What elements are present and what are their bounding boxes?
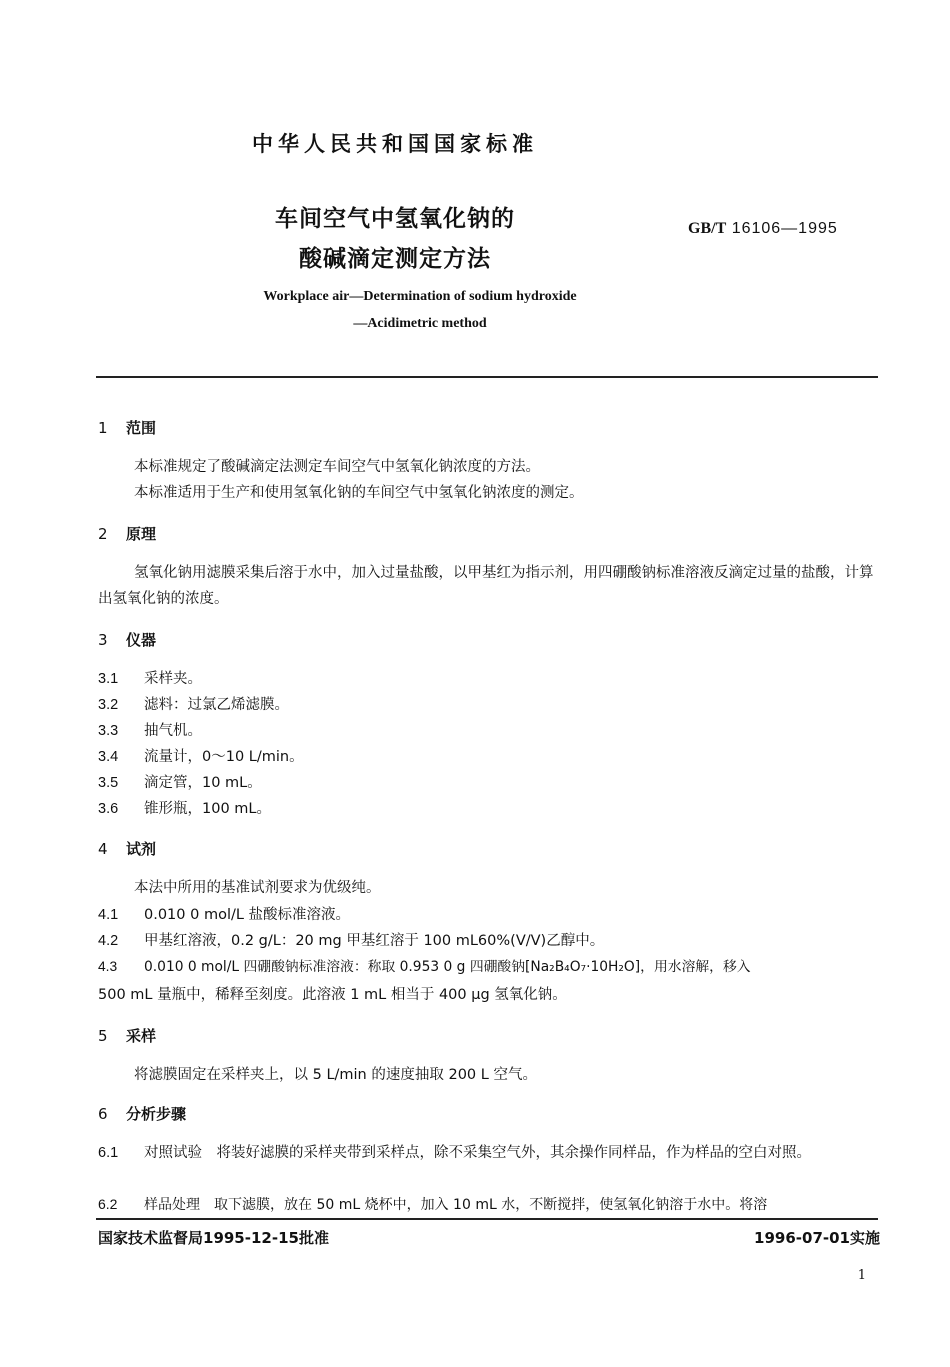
title-cn-line2: 酸碱滴定测定方法: [299, 246, 491, 272]
section-4-intro: 本法中所用的基准试剂要求为优级纯。: [134, 880, 381, 896]
section-title: 试剂: [126, 840, 157, 858]
section-1-heading: [98, 417, 156, 438]
item-number: 4.3: [98, 959, 118, 974]
section-number: 3: [98, 631, 108, 649]
item-text: 甲基红溶液，0.2 g/L：20 mg 甲基红溶于 100 mL60%(V/V)乙醇中。: [144, 933, 605, 949]
item-number: 3.3: [98, 723, 119, 739]
page-number: 1: [857, 1268, 866, 1283]
item-text: 采样夹。: [144, 671, 202, 687]
section-number: 2: [98, 525, 108, 543]
section-title: 分析步骤: [126, 1105, 187, 1123]
item-number: 3.6: [98, 801, 119, 817]
item-number: 3.1: [98, 671, 119, 687]
item-number: 4.2: [98, 933, 119, 949]
section-3-heading: [98, 629, 156, 650]
list-item: [98, 1140, 882, 1166]
section-4-heading: [98, 838, 156, 859]
section-1-para-1: 本标准规定了酸碱滴定法测定车间空气中氢氧化钠浓度的方法。: [134, 459, 540, 475]
list-item-continuation: 500 mL 量瓶中，稀释至刻度。此溶液 1 mL 相当于 400 μg 氢氧化钠。: [98, 987, 567, 1003]
section-number: 6: [98, 1105, 108, 1123]
item-text: 滴定管，10 mL。: [144, 775, 262, 791]
list-item: [98, 771, 262, 792]
list-item: [98, 719, 202, 740]
code-number: 16106—1995: [731, 220, 838, 237]
section-title: 范围: [126, 419, 157, 437]
title-en-line2: —Acidimetric method: [353, 316, 487, 331]
code-prefix: GB/T: [688, 220, 727, 237]
list-item: [98, 797, 271, 818]
item-text: 0.010 0 mol/L 四硼酸钠标准溶液：称取 0.953 0 g 四硼酸钠[Na₂B₄O₇·10H₂O]，用水溶解，移入: [144, 959, 751, 975]
item-number: 3.2: [98, 697, 119, 713]
section-number: 5: [98, 1027, 108, 1045]
item-number: 3.5: [98, 775, 119, 791]
item-number: 4.1: [98, 907, 119, 923]
section-number: 4: [98, 840, 108, 858]
item-number: 3.4: [98, 749, 119, 765]
section-5-heading: [98, 1025, 156, 1046]
list-item: [98, 667, 202, 688]
item-text: 滤料：过氯乙烯滤膜。: [144, 697, 289, 713]
list-item: [98, 693, 289, 714]
list-item: [98, 929, 604, 950]
item-text: 流量计，0～10 L/min。: [144, 749, 304, 765]
item-number: 6.2: [98, 1196, 118, 1212]
title-en-line1: Workplace air—Determination of sodium hydroxide: [263, 289, 577, 304]
section-title: 仪器: [126, 631, 157, 649]
title-cn-line1: 车间空气中氢氧化钠的: [275, 206, 515, 232]
section-6-heading: [98, 1103, 186, 1124]
section-number: 1: [98, 419, 108, 437]
section-2-heading: [98, 523, 156, 544]
footer-divider: [96, 1218, 878, 1220]
section-2-para: 氢氧化钠用滤膜采集后溶于水中，加入过量盐酸，以甲基红为指示剂，用四硼酸钠标准溶液反滴定过量的盐酸，计算出氢氧化钠的浓度。: [98, 565, 874, 607]
list-item: [98, 903, 350, 924]
item-text: 0.010 0 mol/L 盐酸标准溶液。: [144, 907, 351, 923]
item-text: 锥形瓶，100 mL。: [144, 801, 271, 817]
effective-date: 1996-07-01实施: [754, 1229, 880, 1247]
section-1-para-2: 本标准适用于生产和使用氢氧化钠的车间空气中氢氧化钠浓度的测定。: [134, 485, 584, 501]
section-title: 采样: [126, 1027, 157, 1045]
approval-line: 国家技术监督局1995-12-15批准: [98, 1229, 329, 1247]
list-item: [98, 1194, 767, 1214]
section-5-para: 将滤膜固定在采样夹上，以 5 L/min 的速度抽取 200 L 空气。: [134, 1067, 537, 1083]
national-standard-heading: 中华人民共和国国家标准: [252, 132, 538, 156]
list-item: [98, 745, 304, 766]
item-number: 6.1: [98, 1145, 119, 1161]
header-divider: [96, 376, 878, 378]
list-item: [98, 955, 751, 975]
section-title: 原理: [126, 525, 157, 543]
standard-code: [688, 220, 838, 238]
item-text: 抽气机。: [144, 723, 202, 739]
item-text: 样品处理 取下滤膜，放在 50 mL 烧杯中，加入 10 mL 水，不断搅拌，使氢氧化钠溶于水中。将溶: [144, 1197, 768, 1213]
item-text: 对照试验 将装好滤膜的采样夹带到采样点，除不采集空气外，其余操作同样品，作为样品的空白对照。: [144, 1145, 811, 1161]
